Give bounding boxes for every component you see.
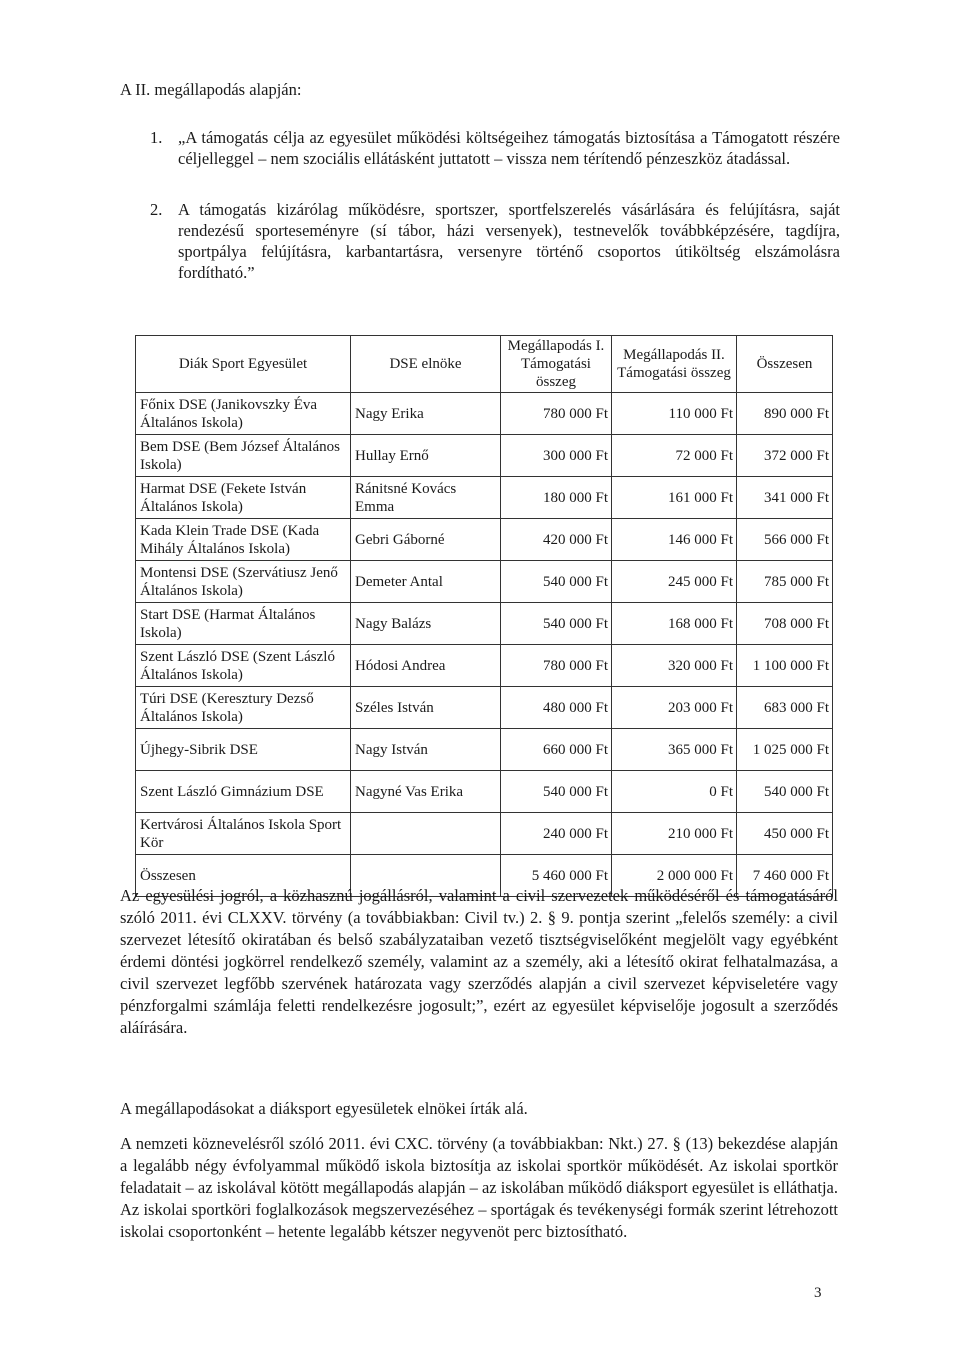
cell-total: 785 000 Ft [737, 561, 833, 603]
cell-total: 683 000 Ft [737, 687, 833, 729]
cell-amount-2: 72 000 Ft [612, 435, 737, 477]
table-row [136, 813, 833, 855]
list-item [150, 127, 840, 169]
cell-amount-2: 168 000 Ft [612, 603, 737, 645]
cell-amount-2: 365 000 Ft [612, 729, 737, 771]
cell-total: 540 000 Ft [737, 771, 833, 813]
table-row [136, 771, 833, 813]
cell-amount-2: 203 000 Ft [612, 687, 737, 729]
cell-club: Bem DSE (Bem József Általános Iskola) [136, 435, 351, 477]
section-heading: A II. megállapodás alapján: [120, 80, 302, 99]
cell-total: 1 100 000 Ft [737, 645, 833, 687]
cell-amount-1: 420 000 Ft [501, 519, 612, 561]
cell-club: Újhegy-Sibrik DSE [136, 729, 351, 771]
paragraph-signatures: A megállapodásokat a diáksport egyesületek elnökei írták alá. [120, 1099, 528, 1118]
cell-amount-2: 245 000 Ft [612, 561, 737, 603]
cell-amount-2: 0 Ft [612, 771, 737, 813]
list-item [150, 199, 840, 283]
cell-grand-amount-2: 2 000 000 Ft [612, 855, 737, 897]
header-agreement-2: Megállapodás II. Támogatási összeg [612, 336, 737, 393]
cell-amount-1: 180 000 Ft [501, 477, 612, 519]
cell-club: Túri DSE (Keresztury Dezső Általános Iskola) [136, 687, 351, 729]
paragraph-nkt: A nemzeti köznevelésről szóló 2011. évi CXC. törvény (a továbbiakban: Nkt.) 27. § (13) bekezdése alapján a legalább négy évfolyammal működő iskola biztosítja az iskolai sportkör működését. Az iskolai sportkör feladatait – az iskolával kötött megállapodás alapján – az iskolában működő diáksport egyesület is elláthatja. Az iskolai sportköri foglalkozások megszervezéséhez – sportágak és tevékenységi formák szerint létrehozott iskolai csoportonként – hetente legalább kétszer negyvenöt perc biztosítható. [120, 1134, 838, 1241]
header-president: DSE elnöke [351, 336, 501, 393]
cell-club: Főnix DSE (Janikovszky Éva Általános Iskola) [136, 393, 351, 435]
cell-president: Hullay Ernő [351, 435, 501, 477]
cell-amount-1: 540 000 Ft [501, 603, 612, 645]
cell-amount-2: 161 000 Ft [612, 477, 737, 519]
list-item-number: 2. [150, 200, 163, 219]
cell-club: Kada Klein Trade DSE (Kada Mihály Általános Iskola) [136, 519, 351, 561]
header-agreement-1: Megállapodás I. Támogatási összeg [501, 336, 612, 393]
support-table [135, 335, 833, 897]
table-row [136, 477, 833, 519]
cell-amount-1: 480 000 Ft [501, 687, 612, 729]
cell-amount-1: 780 000 Ft [501, 393, 612, 435]
table-row [136, 519, 833, 561]
cell-total: 708 000 Ft [737, 603, 833, 645]
table-row [136, 603, 833, 645]
page-number: 3 [814, 1285, 822, 1301]
cell-grand-total: 7 460 000 Ft [737, 855, 833, 897]
cell-amount-1: 300 000 Ft [501, 435, 612, 477]
cell-amount-2: 210 000 Ft [612, 813, 737, 855]
cell-club: Kertvárosi Általános Iskola Sport Kör [136, 813, 351, 855]
cell-amount-2: 320 000 Ft [612, 645, 737, 687]
cell-total: 1 025 000 Ft [737, 729, 833, 771]
table-row [136, 687, 833, 729]
cell-amount-2: 146 000 Ft [612, 519, 737, 561]
cell-president [351, 813, 501, 855]
cell-total: 450 000 Ft [737, 813, 833, 855]
paragraph-legal-basis: Az egyesülési jogról, a közhasznú jogállásról, valamint a civil szervezetek működéséről és támogatásáról szóló 2011. évi CLXXV. törvény (a továbbiakban: Civil tv.) 2. § 9. pontja szerint „felelős személy: a civil szervezet létesítő okiratában és belső szabályzataiban vezető tisztségviselőként megjelölt vagy egyébként érdemi döntési jogkörrel rendelkező személy, valamint az a személy, aki a létesítő okirat felhatalmazása, a civil szervezet legfőbb szervének határozata vagy szerződés alapján a civil szervezet képviseletére vagy pénzforgalmi számlája feletti rendelkezésre jogosult;”, ezért az egyesület képviselője jogosult a szerződés aláírására. [120, 886, 838, 1037]
list-item-text: „A támogatás célja az egyesület működési költségeihez támogatás biztosítása a Támogatott részére céljelleggel – nem szociális ellátásként juttatott – vissza nem térítendő pénzeszköz átadással. [178, 128, 840, 168]
header-club: Diák Sport Egyesület [136, 336, 351, 393]
cell-president: Hódosi Andrea [351, 645, 501, 687]
cell-president: Nagyné Vas Erika [351, 771, 501, 813]
cell-amount-1: 540 000 Ft [501, 771, 612, 813]
list-item-text: A támogatás kizárólag működésre, sportszer, sportfelszerelés vásárlására és felújításra, saját rendezésű sporteseményre (sí tábor, házi versenyek), testnevelők továbbképzésére, tagdíjra, sportpálya felújításra, karbantartásra, versenyre történő csoportos útiköltség elszámolásra fordítható.” [178, 200, 840, 282]
table-row [136, 729, 833, 771]
table-header-row [136, 336, 833, 393]
cell-amount-2: 110 000 Ft [612, 393, 737, 435]
cell-president: Ránitsné Kovács Emma [351, 477, 501, 519]
list-item-number: 1. [150, 128, 163, 147]
cell-total: 566 000 Ft [737, 519, 833, 561]
cell-amount-1: 780 000 Ft [501, 645, 612, 687]
table-row [136, 393, 833, 435]
cell-club: Montensi DSE (Szervátiusz Jenő Általános Iskola) [136, 561, 351, 603]
table-row [136, 561, 833, 603]
cell-grand-amount-1: 5 460 000 Ft [501, 855, 612, 897]
cell-president: Nagy Erika [351, 393, 501, 435]
cell-amount-1: 240 000 Ft [501, 813, 612, 855]
cell-club: Start DSE (Harmat Általános Iskola) [136, 603, 351, 645]
cell-president: Széles István [351, 687, 501, 729]
cell-total: 341 000 Ft [737, 477, 833, 519]
cell-amount-1: 540 000 Ft [501, 561, 612, 603]
cell-total-label: Összesen [136, 855, 351, 897]
cell-president: Demeter Antal [351, 561, 501, 603]
cell-president: Gebri Gáborné [351, 519, 501, 561]
cell-club: Harmat DSE (Fekete István Általános Iskola) [136, 477, 351, 519]
cell-amount-1: 660 000 Ft [501, 729, 612, 771]
table-row [136, 645, 833, 687]
cell-club: Szent László DSE (Szent László Általános Iskola) [136, 645, 351, 687]
cell-total: 372 000 Ft [737, 435, 833, 477]
table-row [136, 435, 833, 477]
header-total: Összesen [737, 336, 833, 393]
cell-president: Nagy Balázs [351, 603, 501, 645]
cell-club: Szent László Gimnázium DSE [136, 771, 351, 813]
cell-total: 890 000 Ft [737, 393, 833, 435]
cell-president: Nagy István [351, 729, 501, 771]
